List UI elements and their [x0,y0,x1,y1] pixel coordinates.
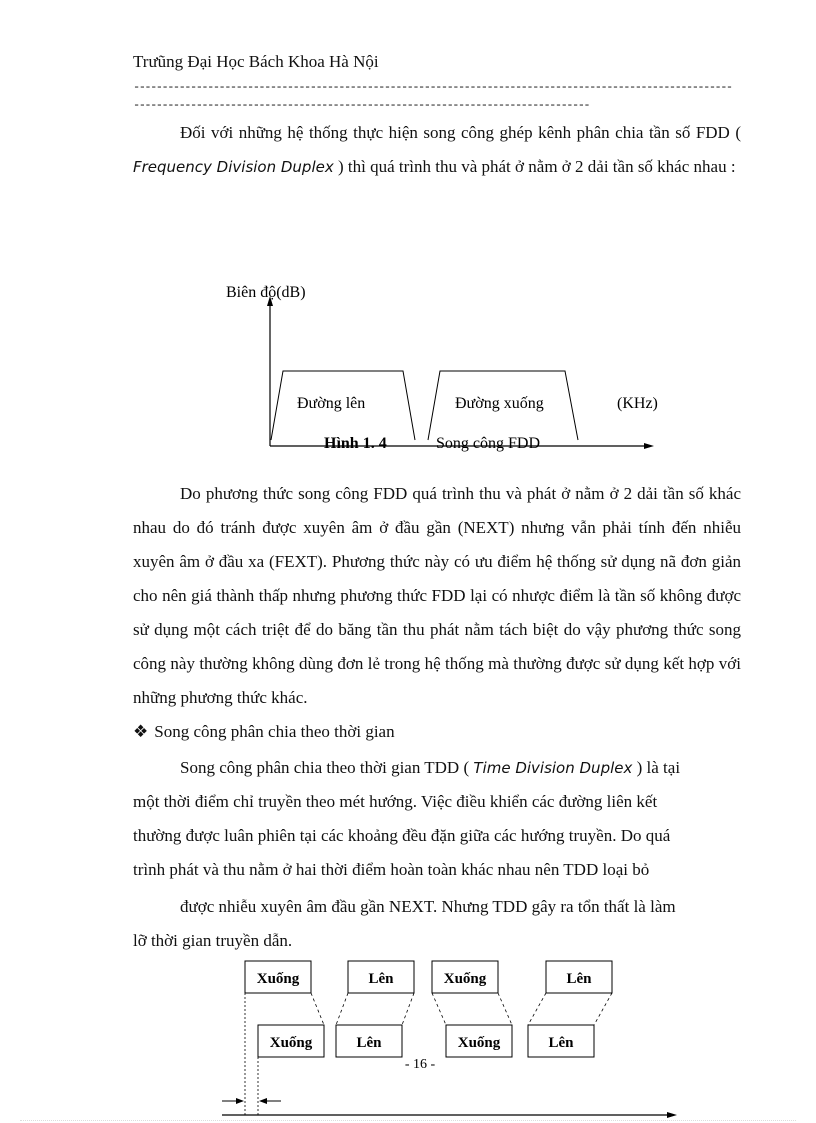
paragraph-text: ) là tại [632,758,681,777]
timing-box-bottom-label: Lên [548,1035,574,1051]
paragraph-line: trình phát và thu nằm ở hai thời điểm hoàn toàn khác nhau nên TDD loại bỏ [133,860,650,879]
arrow-right-icon [236,1098,244,1104]
timing-box-top-label: Lên [368,971,394,987]
paragraph-tdd-next: được nhiễu xuyên âm đầu gần NEXT. Nhưng TDD gây ra tổn thất là làm [180,897,676,916]
paragraph-tdd-intro [133,751,741,887]
band-down-label: Đường xuống [455,395,544,412]
paragraph-line: một thời điểm chỉ truyền theo mét hướng. Việc điều khiển các đường liên kết [133,792,658,811]
timing-box-bottom-label: Xuống [457,1035,501,1051]
paragraph-text: Đối với những hệ thống thực hiện song công ghép kênh phân chia tần số FDD ( [180,123,741,142]
paragraph-fdd-intro [133,116,741,184]
paragraph-line: thường được luân phiên tại các khoảng đều đặn giữa các hướng truyền. Do quá [133,826,671,845]
paragraph-text: Song công phân chia theo thời gian TDD ( [180,758,474,777]
unit-label: (KHz) [617,395,658,412]
page-bottom-border [20,1120,796,1121]
arrow-left-icon [259,1098,267,1104]
tdd-timing-figure [0,955,816,1120]
italic-term: Time Division Duplex [473,759,633,777]
paragraph-fdd-analysis [133,477,741,715]
bullet-text: Song công phân chia theo thời gian [154,722,395,741]
header-separator-line: --------------------------------------------------------------------------------------------------------- [133,80,732,94]
figure-caption-number: Hình 1. 4 [324,435,387,452]
paragraph-text: ) thì quá trình thu và phát ở nằm ở 2 dải tần số khác nhau : [333,157,736,176]
timing-box-bottom-label: Lên [356,1035,382,1051]
bullet-heading [133,720,395,744]
timing-box-top-label: Xuống [256,971,300,987]
figure-caption-text: Song công FDD [436,435,541,452]
diamond-bullet-icon: ❖ [133,722,149,741]
time-axis-arrow-icon [667,1112,677,1118]
propagation-connectors [311,993,612,1025]
x-axis-arrow-icon [644,443,654,449]
page-header-title: Trưũng Đại Học Bách Khoa Hà Nội [133,52,379,71]
italic-term: Frequency Division Duplex [133,158,334,176]
timing-box-top-label: Xuống [443,971,487,987]
band-up-label: Đường lên [297,395,366,412]
y-axis-label: Biên độ(dB) [226,284,306,301]
paragraph-tdd-end: lỡ thời gian truyền dẫn. [133,931,293,950]
fdd-spectrum-figure [0,270,816,460]
page-number: - 16 - [404,1057,436,1072]
paragraph-text: Do phương thức song công FDD quá trình thu và phát ở nằm ở 2 dải tần số khác nhau do đó tránh được xuyên âm ở đầu gần (NEXT) nhưng vẫn phải tính đến nhiễu xuyên âm ở đầu xa (FEXT). Phương thức này có ưu điểm hệ thống sử dụng nã đơn giản cho nên giá thành thấp nhưng phương thức FDD lại có nhược điểm là tần số không được sử dụng một cách triệt để do băng tần thu phát nằm tách biệt do vậy phương thức song công này thường không dùng đơn lẻ trong hệ thống mà thường được sử dụng kết hợp với những phương thức khác. [133,484,741,707]
timing-box-top-label: Lên [566,971,592,987]
timing-box-bottom-label: Xuống [269,1035,313,1051]
header-separator-line: -------------------------------------------------------------------------------- [133,98,590,112]
